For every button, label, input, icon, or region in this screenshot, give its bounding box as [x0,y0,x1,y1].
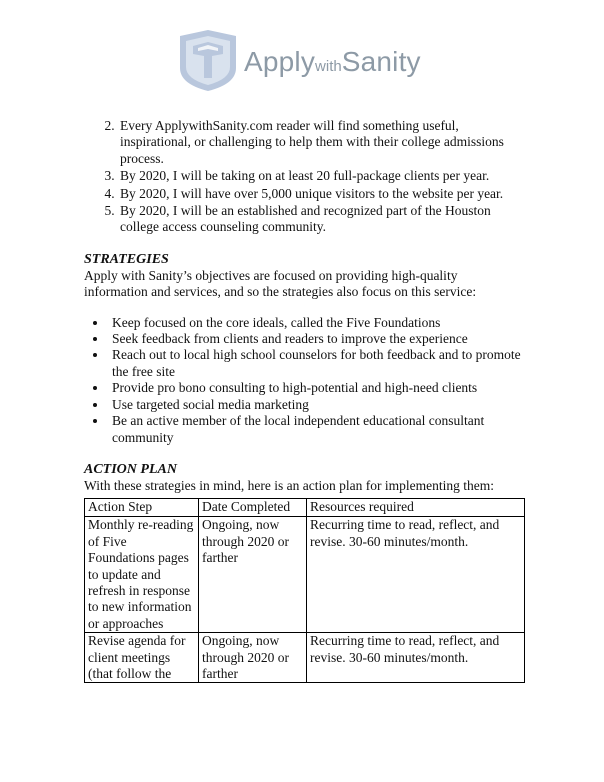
strategies-section [84,251,524,446]
brand-name [244,46,421,78]
shield-logo-icon [176,28,240,92]
column-header: Resources required [307,499,525,517]
column-header: Date Completed [199,499,307,517]
strategy-item: • Be an active member of the local independent educational consultant community [108,413,524,446]
goals-list [84,118,524,236]
brand-sanity: Sanity [341,46,421,77]
strategies-intro: Apply with Sanity’s objectives are focused on providing high-quality information and services, and so the strategies also focus on this service: [84,267,477,300]
table-cell: Monthly re-reading of Five Foundations pages to update and refresh in response to new information or approaches [85,517,199,633]
goal-item: 2. Every ApplywithSanity.com reader will find something useful, inspirational, or challenging to help them with their college admissions process. [118,118,524,167]
action-plan-section [84,461,524,683]
brand-apply: Apply [244,46,316,77]
column-header: Action Step [85,499,199,517]
table-row [85,633,525,683]
action-plan-heading: ACTION PLAN [84,461,177,477]
strategy-item: • Reach out to local high school counselors for both feedback and to promote the free site [108,347,524,380]
goal-item: 3. By 2020, I will be taking on at least 20 full-package clients per year. [118,168,524,184]
table-cell: Revise agenda for client meetings (that follow the [85,633,199,683]
header-logo [176,28,436,92]
strategy-item: • Provide pro bono consulting to high-potential and high-need clients [108,380,524,396]
strategy-item: • Seek feedback from clients and readers to improve the experience [108,331,524,347]
document-body [84,118,524,683]
table-cell: Ongoing, now through 2020 or farther [199,633,307,683]
action-plan-table [84,498,525,683]
table-cell: Ongoing, now through 2020 or farther [199,517,307,633]
strategies-list [84,315,524,446]
table-cell: Recurring time to read, reflect, and revise. 30-60 minutes/month. [307,633,525,683]
table-cell: Recurring time to read, reflect, and revise. 30-60 minutes/month. [307,517,525,633]
action-plan-intro: With these strategies in mind, here is an action plan for implementing them: [84,477,494,493]
goal-item: 4. By 2020, I will have over 5,000 unique visitors to the website per year. [118,186,524,202]
strategy-item: • Keep focused on the core ideals, called the Five Foundations [108,315,524,331]
strategy-item: • Use targeted social media marketing [108,397,524,413]
strategies-heading: STRATEGIES [84,251,169,267]
goal-item: 5. By 2020, I will be an established and recognized part of the Houston college access counseling community. [118,203,524,236]
brand-with: with [315,58,342,75]
table-header-row [85,499,525,517]
table-row [85,517,525,633]
